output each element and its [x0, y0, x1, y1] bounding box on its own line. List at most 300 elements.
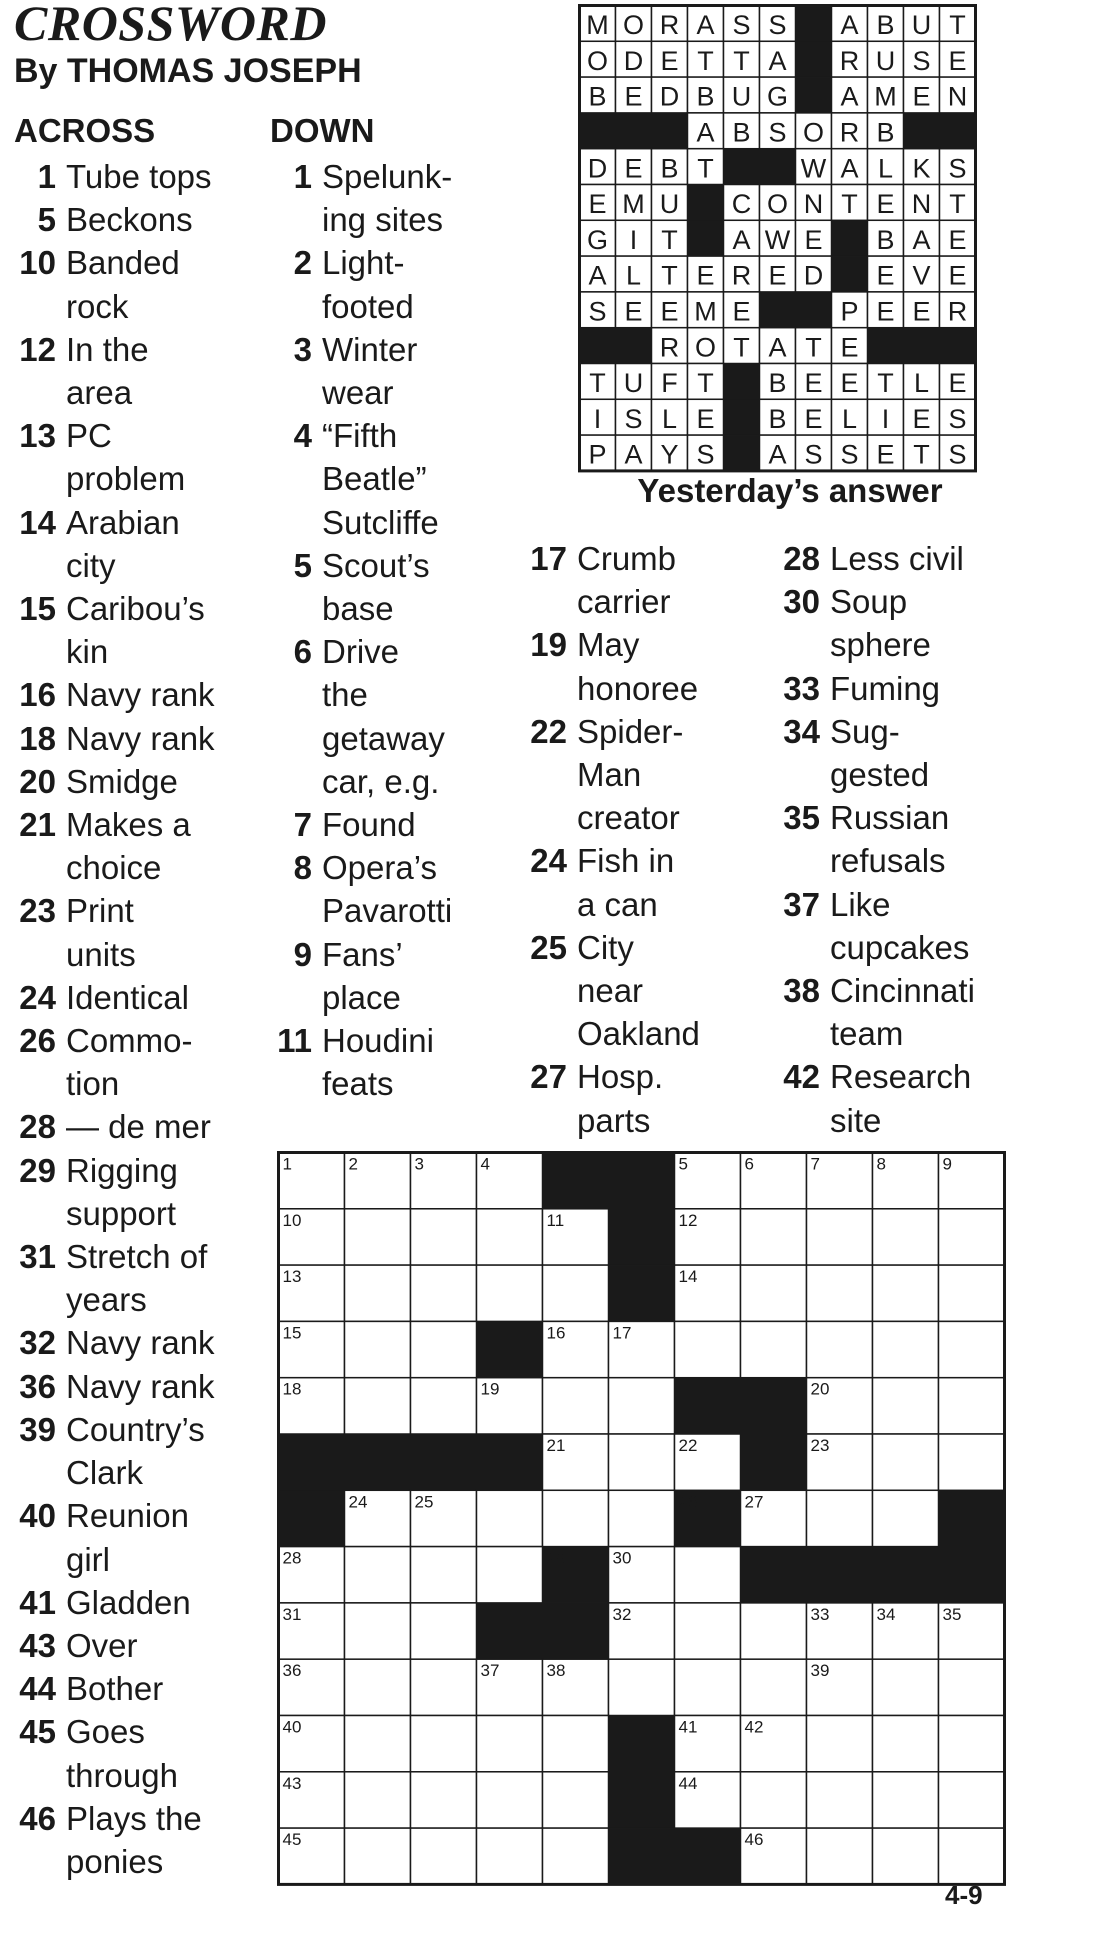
- cell-number: 12: [678, 1210, 698, 1230]
- cell-number: 1: [282, 1154, 292, 1174]
- clue-number: 37: [783, 885, 820, 923]
- clue-number: 38: [783, 972, 820, 1010]
- answer-letter: T: [805, 332, 822, 363]
- down-clue-2: [270, 241, 452, 327]
- clue-text-line: rock: [66, 287, 129, 325]
- grid-cell[interactable]: [807, 1209, 873, 1265]
- down-heading: DOWN: [270, 112, 375, 149]
- grid-cell[interactable]: [345, 1828, 411, 1884]
- clue-text-line: creator: [577, 799, 680, 837]
- grid-cell[interactable]: [411, 1603, 477, 1659]
- answer-letter: D: [659, 81, 680, 112]
- answer-letter: I: [881, 403, 890, 434]
- down-clue-28: [778, 537, 975, 580]
- clue-text-line: Navy rank: [66, 719, 215, 757]
- grid-cell[interactable]: [477, 1490, 543, 1546]
- black-square: [724, 364, 760, 400]
- grid-cell[interactable]: [345, 1547, 411, 1603]
- across-clue-26: [14, 1019, 215, 1105]
- answer-letter: E: [948, 224, 967, 255]
- answer-letter: T: [697, 153, 714, 184]
- grid-cell[interactable]: [741, 1603, 807, 1659]
- grid-cell[interactable]: [477, 1209, 543, 1265]
- cell-number: 7: [810, 1154, 820, 1174]
- grid-cell[interactable]: [939, 1828, 1005, 1884]
- answer-letter: E: [660, 45, 679, 76]
- answer-letter: E: [660, 296, 679, 327]
- grid-cell[interactable]: [873, 1828, 939, 1884]
- answer-letter: E: [804, 224, 823, 255]
- grid-cell[interactable]: [939, 1434, 1005, 1490]
- grid-cell[interactable]: [543, 1490, 609, 1546]
- answer-letter: K: [912, 153, 931, 184]
- clue-number: 5: [37, 201, 56, 239]
- clue-text-line: wear: [322, 374, 394, 412]
- answer-letter: R: [659, 332, 680, 363]
- grid-cell[interactable]: [675, 1547, 741, 1603]
- grid-cell[interactable]: [873, 1321, 939, 1377]
- grid-cell[interactable]: [477, 1547, 543, 1603]
- black-square: [741, 1378, 807, 1434]
- down-clue-list-2: [525, 537, 700, 1142]
- answer-letter: A: [696, 117, 715, 148]
- clue-text-line: ponies: [66, 1842, 164, 1880]
- cell-number: 37: [480, 1661, 500, 1681]
- across-clue-31: [14, 1235, 215, 1321]
- answer-letter: T: [589, 368, 606, 399]
- grid-cell[interactable]: [609, 1434, 675, 1490]
- answer-letter: O: [802, 117, 825, 148]
- answer-letter: B: [768, 368, 787, 399]
- answer-letter: D: [587, 153, 608, 184]
- cell-number: 14: [678, 1267, 698, 1287]
- answer-letter: E: [912, 296, 931, 327]
- clue-text-line: getaway: [322, 719, 445, 757]
- clue-text-line: sphere: [830, 626, 931, 664]
- black-square: [279, 1434, 345, 1490]
- clue-number: 43: [19, 1626, 56, 1664]
- answer-letter: E: [876, 189, 895, 220]
- black-square: [873, 1547, 939, 1603]
- answer-letter: E: [624, 153, 643, 184]
- answer-letter: T: [949, 10, 966, 41]
- answer-letter: E: [948, 260, 967, 291]
- grid-cell[interactable]: [939, 1659, 1005, 1715]
- across-clue-24: [14, 976, 215, 1019]
- answer-letter: I: [593, 403, 602, 434]
- black-square: [796, 292, 832, 328]
- black-square: [580, 113, 616, 149]
- clue-text-line: Spider-: [577, 712, 684, 750]
- clue-text-line: Crumb: [577, 540, 677, 577]
- clue-text-line: Russian: [830, 799, 950, 837]
- clue-number: 9: [293, 935, 312, 973]
- answer-letter: M: [586, 10, 609, 41]
- cell-number: 13: [282, 1267, 302, 1287]
- clue-text-line: years: [66, 1281, 147, 1319]
- puzzle-title: CROSSWORD: [14, 0, 327, 51]
- clue-number: 8: [293, 849, 312, 887]
- clue-number: 1: [293, 158, 312, 195]
- down-clue-35: [778, 796, 975, 882]
- clue-number: 17: [530, 540, 567, 577]
- clue-number: 33: [783, 669, 820, 707]
- answer-letter: V: [912, 260, 931, 291]
- clue-text-line: May: [577, 626, 640, 664]
- cell-number: 15: [282, 1323, 302, 1343]
- clue-text-line: Navy rank: [66, 1367, 215, 1405]
- grid-cell[interactable]: [873, 1378, 939, 1434]
- cell-number: 4: [480, 1154, 490, 1174]
- clue-text-line: through: [66, 1756, 178, 1794]
- clue-text-line: City: [577, 928, 634, 966]
- clue-text-line: Beckons: [66, 201, 193, 239]
- clue-text-line: a can: [577, 885, 658, 923]
- grid-cell[interactable]: [609, 1490, 675, 1546]
- clue-text-line: units: [66, 935, 136, 973]
- answer-letter: S: [840, 439, 859, 470]
- clue-text-line: Sutcliffe: [322, 503, 439, 541]
- grid-cell[interactable]: [807, 1490, 873, 1546]
- grid-cell[interactable]: [411, 1772, 477, 1828]
- grid-cell[interactable]: [411, 1321, 477, 1377]
- clue-text-line: tion: [66, 1065, 120, 1103]
- down-clue-1: [270, 155, 452, 241]
- crossword-grid: [277, 1151, 1007, 1886]
- across-clue-12: [14, 328, 215, 414]
- clue-number: 5: [293, 546, 312, 584]
- grid-cell[interactable]: [609, 1378, 675, 1434]
- grid-cell[interactable]: [675, 1659, 741, 1715]
- grid-cell[interactable]: [741, 1265, 807, 1321]
- down-clue-22: [525, 710, 700, 840]
- across-heading: ACROSS: [14, 112, 156, 149]
- black-square: [477, 1434, 543, 1490]
- clue-text-line: cupcakes: [830, 928, 970, 966]
- clue-number: 20: [19, 762, 56, 800]
- grid-cell[interactable]: [873, 1434, 939, 1490]
- clue-number: 25: [530, 928, 567, 966]
- answer-letter: O: [622, 10, 645, 41]
- clue-text-line: girl: [66, 1540, 111, 1578]
- clue-number: 34: [783, 712, 820, 750]
- clue-text-line: Spelunk-: [322, 158, 453, 195]
- black-square: [688, 185, 724, 221]
- black-square: [411, 1434, 477, 1490]
- answer-letter: T: [697, 45, 714, 76]
- across-clue-20: [14, 760, 215, 803]
- answer-letter: O: [694, 332, 717, 363]
- clue-number: 22: [530, 712, 567, 750]
- answer-letter: E: [624, 296, 643, 327]
- clue-number: 45: [19, 1713, 56, 1751]
- grid-cell[interactable]: [345, 1321, 411, 1377]
- grid-cell[interactable]: [741, 1772, 807, 1828]
- grid-cell[interactable]: [609, 1659, 675, 1715]
- answer-letter: B: [876, 224, 895, 255]
- grid-cell[interactable]: [345, 1659, 411, 1715]
- clue-text-line: Print: [66, 892, 134, 930]
- clue-number: 46: [19, 1799, 56, 1837]
- grid-cell[interactable]: [477, 1716, 543, 1772]
- black-square: [580, 328, 616, 364]
- answer-letter: C: [731, 189, 752, 220]
- clue-number: 2: [293, 244, 312, 282]
- clue-text-line: refusals: [830, 842, 946, 880]
- answer-letter: N: [911, 189, 932, 220]
- grid-cell[interactable]: [411, 1209, 477, 1265]
- grid-cell[interactable]: [807, 1716, 873, 1772]
- answer-letter: A: [840, 153, 859, 184]
- answer-letter: U: [875, 45, 896, 76]
- grid-cell[interactable]: [807, 1321, 873, 1377]
- clue-number: 11: [277, 1022, 312, 1060]
- grid-cell[interactable]: [675, 1603, 741, 1659]
- grid-cell[interactable]: [741, 1209, 807, 1265]
- answer-letter: E: [804, 403, 823, 434]
- answer-letter: S: [624, 403, 643, 434]
- answer-letter: A: [588, 260, 607, 291]
- clue-text-line: PC: [66, 417, 112, 455]
- down-clue-list-3: [778, 537, 975, 1142]
- black-square: [796, 41, 832, 77]
- black-square: [796, 6, 832, 42]
- grid-cell[interactable]: [741, 1321, 807, 1377]
- cell-number: 44: [678, 1773, 698, 1793]
- clue-text-line: kin: [66, 633, 109, 671]
- answer-letter: L: [877, 153, 894, 184]
- clue-text-line: car, e.g.: [322, 762, 440, 800]
- answer-letter: D: [803, 260, 824, 291]
- grid-cell[interactable]: [543, 1378, 609, 1434]
- cell-number: 31: [282, 1604, 302, 1624]
- clue-number: 35: [783, 799, 820, 837]
- grid-cell[interactable]: [477, 1828, 543, 1884]
- black-square: [652, 113, 688, 149]
- black-square: [279, 1490, 345, 1546]
- cell-number: 6: [744, 1154, 754, 1174]
- clue-number: 16: [19, 676, 56, 714]
- down-clue-19: [525, 623, 700, 709]
- answer-letter: T: [841, 189, 858, 220]
- across-clue-29: [14, 1149, 215, 1235]
- grid-cell[interactable]: [939, 1772, 1005, 1828]
- black-square: [675, 1378, 741, 1434]
- across-clue-5: [14, 198, 215, 241]
- grid-cell[interactable]: [873, 1490, 939, 1546]
- grid-cell[interactable]: [873, 1772, 939, 1828]
- grid-cell[interactable]: [345, 1603, 411, 1659]
- black-square: [477, 1321, 543, 1377]
- answer-letter: A: [768, 332, 787, 363]
- clue-number: 30: [783, 583, 820, 621]
- black-square: [940, 113, 976, 149]
- grid-cell[interactable]: [939, 1716, 1005, 1772]
- grid-cell[interactable]: [939, 1265, 1005, 1321]
- grid-cell[interactable]: [873, 1209, 939, 1265]
- clue-text-line: Tube tops: [66, 158, 212, 195]
- answer-letter: S: [768, 10, 787, 41]
- grid-cell[interactable]: [873, 1716, 939, 1772]
- across-clue-46: [14, 1797, 215, 1883]
- cell-number: 34: [876, 1604, 896, 1624]
- black-square: [616, 113, 652, 149]
- answer-letter: E: [876, 439, 895, 470]
- cell-number: 41: [678, 1717, 698, 1737]
- clue-text-line: — de mer: [66, 1108, 211, 1146]
- clue-text-line: Rigging: [66, 1151, 178, 1189]
- across-clue-1: [14, 155, 215, 198]
- answer-letter: E: [588, 189, 607, 220]
- grid-cell[interactable]: [411, 1828, 477, 1884]
- grid-cell[interactable]: [807, 1828, 873, 1884]
- answer-letter: W: [800, 153, 827, 184]
- answer-letter: S: [732, 10, 751, 41]
- answer-letter: B: [876, 10, 895, 41]
- clue-number: 26: [19, 1022, 56, 1060]
- grid-cell[interactable]: [345, 1716, 411, 1772]
- black-square: [724, 399, 760, 435]
- answer-letter: A: [840, 81, 859, 112]
- answer-letter: T: [733, 45, 750, 76]
- grid-cell[interactable]: [411, 1547, 477, 1603]
- answer-letter: E: [948, 45, 967, 76]
- answer-letter: B: [732, 117, 751, 148]
- cell-number: 39: [810, 1661, 830, 1681]
- cell-number: 10: [282, 1210, 302, 1230]
- cell-number: 32: [612, 1604, 632, 1624]
- black-square: [741, 1547, 807, 1603]
- grid-cell[interactable]: [411, 1265, 477, 1321]
- answer-letter: R: [731, 260, 752, 291]
- clue-text-line: gested: [830, 756, 930, 794]
- clue-number: 39: [19, 1410, 56, 1448]
- black-square: [616, 328, 652, 364]
- grid-cell[interactable]: [345, 1378, 411, 1434]
- grid-cell[interactable]: [873, 1659, 939, 1715]
- clue-number: 14: [19, 503, 56, 541]
- answer-letter: S: [948, 439, 967, 470]
- cell-number: 17: [612, 1323, 632, 1343]
- cell-number: 23: [810, 1436, 830, 1455]
- clue-text-line: ing sites: [322, 201, 444, 239]
- grid-cell[interactable]: [939, 1321, 1005, 1377]
- answer-letter: G: [586, 224, 609, 255]
- across-clue-36: [14, 1365, 215, 1408]
- answer-letter: A: [768, 45, 787, 76]
- grid-cell[interactable]: [477, 1265, 543, 1321]
- grid-cell[interactable]: [939, 1378, 1005, 1434]
- clue-text-line: Beatle”: [322, 460, 427, 498]
- grid-cell[interactable]: [543, 1716, 609, 1772]
- answer-letter: A: [768, 439, 787, 470]
- grid-cell[interactable]: [477, 1772, 543, 1828]
- grid-cell[interactable]: [543, 1265, 609, 1321]
- answer-letter: D: [623, 45, 644, 76]
- grid-cell[interactable]: [939, 1209, 1005, 1265]
- black-square: [609, 1716, 675, 1772]
- down-clue-33: [778, 667, 975, 710]
- across-clue-14: [14, 501, 215, 587]
- clue-text-line: Makes a: [66, 806, 191, 844]
- answer-letter: P: [588, 439, 607, 470]
- answer-letter: S: [588, 296, 607, 327]
- grid-cell[interactable]: [345, 1209, 411, 1265]
- grid-cell[interactable]: [675, 1321, 741, 1377]
- clue-text-line: Clark: [66, 1454, 144, 1492]
- answer-letter: T: [697, 368, 714, 399]
- black-square: [675, 1828, 741, 1884]
- grid-cell[interactable]: [543, 1828, 609, 1884]
- black-square: [807, 1547, 873, 1603]
- clue-text-line: Over: [66, 1626, 138, 1664]
- grid-cell[interactable]: [345, 1772, 411, 1828]
- answer-letter: L: [841, 403, 858, 434]
- across-clue-list: [14, 155, 215, 1883]
- clue-text-line: problem: [66, 460, 186, 498]
- answer-letter: T: [877, 368, 894, 399]
- clue-text-line: near: [577, 972, 644, 1010]
- grid-cell[interactable]: [345, 1265, 411, 1321]
- grid-cell[interactable]: [873, 1265, 939, 1321]
- answer-letter: T: [661, 260, 678, 291]
- black-square: [609, 1153, 675, 1209]
- answer-letter: E: [912, 403, 931, 434]
- cell-number: 46: [744, 1830, 764, 1850]
- cell-number: 25: [414, 1492, 434, 1512]
- cell-number: 11: [546, 1210, 565, 1230]
- grid-cell[interactable]: [411, 1659, 477, 1715]
- answer-letter: S: [948, 403, 967, 434]
- grid-cell[interactable]: [411, 1378, 477, 1434]
- clue-text-line: Opera’s: [322, 849, 437, 887]
- grid-cell[interactable]: [411, 1716, 477, 1772]
- grid-cell[interactable]: [741, 1659, 807, 1715]
- grid-cell[interactable]: [807, 1265, 873, 1321]
- answer-letter: B: [660, 153, 679, 184]
- clue-text-line: Smidge: [66, 762, 178, 800]
- clue-text-line: Fish in: [577, 842, 675, 880]
- answer-letter: Y: [660, 439, 679, 470]
- answer-letter: N: [803, 189, 824, 220]
- black-square: [543, 1153, 609, 1209]
- clue-text-line: Bother: [66, 1670, 164, 1708]
- grid-cell[interactable]: [543, 1772, 609, 1828]
- answer-letter: P: [840, 296, 859, 327]
- across-clue-10: [14, 241, 215, 327]
- clue-number: 21: [19, 806, 56, 844]
- answer-letter: A: [840, 10, 859, 41]
- answer-letter: B: [588, 81, 607, 112]
- grid-cell[interactable]: [807, 1772, 873, 1828]
- black-square: [609, 1265, 675, 1321]
- answer-letter: E: [624, 81, 643, 112]
- clue-number: 13: [19, 417, 56, 455]
- answer-letter: L: [913, 368, 930, 399]
- answer-letter: E: [912, 81, 931, 112]
- clue-text-line: Winter: [322, 330, 418, 368]
- answer-letter: S: [912, 45, 931, 76]
- black-square: [543, 1603, 609, 1659]
- black-square: [939, 1490, 1005, 1546]
- clue-number: 15: [19, 590, 56, 628]
- clue-number: 19: [530, 626, 567, 664]
- answer-letter: U: [623, 368, 644, 399]
- answer-letter: M: [694, 296, 717, 327]
- clue-text-line: Oakland: [577, 1015, 700, 1053]
- cell-number: 28: [282, 1548, 302, 1568]
- answer-letter: B: [876, 117, 895, 148]
